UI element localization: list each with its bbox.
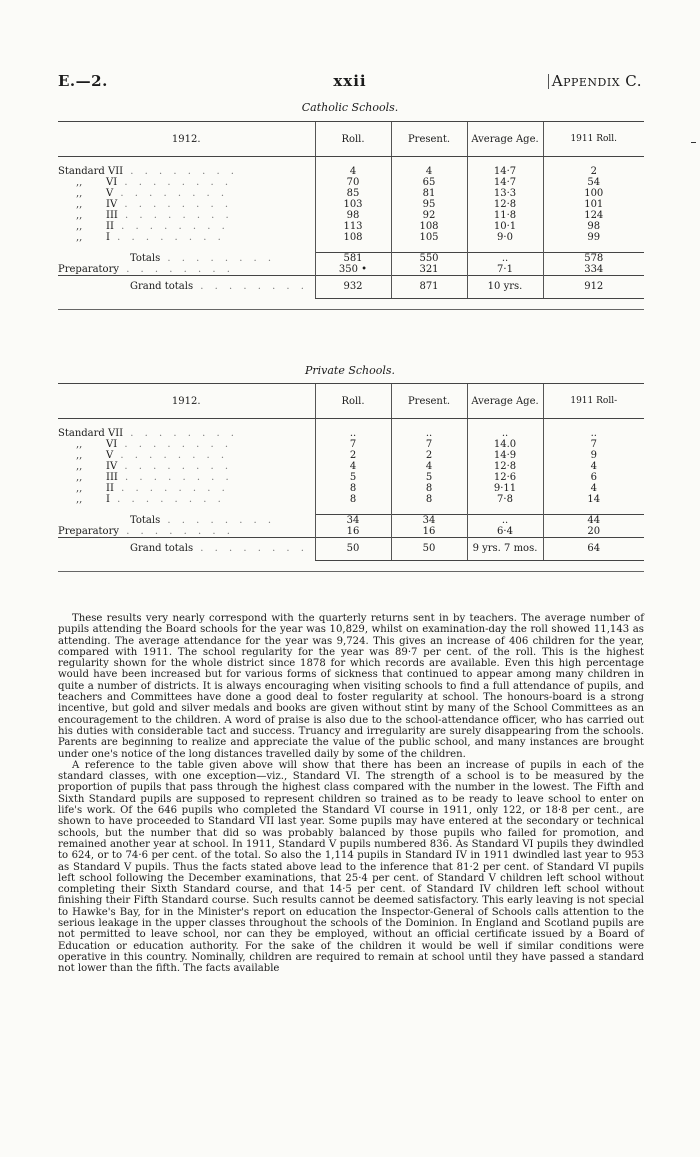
present-value: 2 — [391, 450, 467, 461]
row-label — [58, 526, 315, 538]
roll-value: 108 — [315, 232, 391, 243]
row-label — [58, 188, 315, 199]
ditto-mark: ,, — [76, 483, 83, 494]
table-row — [58, 166, 644, 177]
totals-row — [58, 253, 644, 265]
present-value: 65 — [391, 177, 467, 188]
table-row — [58, 483, 644, 494]
ditto-mark: ,, — [76, 177, 83, 188]
paragraph: A reference to the table given above will show that there has been an increase of pupils in each of the standard classes, with one exception—viz., Standard VI. The strength of a school is to be measured by the proportion of pupils that pass through the highest class compared with the number in the lowest. The Fifth and Sixth Standard pupils are supposed to represent children so trained as to be ready to leave school to enter on life's work. Of the 646 pupils who completed the Standard VI course in 1911, only 122, or 18·8 per cent., are shown to have proceeded to Standard VII last year. Some pupils may have entered at the secondary or technical schools, but the number that did so was probably balanced by those pupils who failed for promotion, and remained another year at school. In 1911, Standard V pupils numbered 836. As Standard VI pupils they dwindled to 624, or to 74·6 per cent. of the total. So also the 1,114 pupils in Standard IV in 1911 dwindled last year to 953 as Standard V pupils. Thus the facts stated above lead to the inference that 81·2 per cent. of Standard VI pupils left school following the December examinations, that 25·4 per cent. of Standard V children left school without completing their Sixth Standard course, and that 14·5 per cent. of Standard IV children left school without finishing their Fifth Standard course. Such results cannot be deemed satisfactory. This early leaving is not special to Hawke's Bay, for in the Minister's report on education the Inspector-General of Schools calls attention to the serious leakage in the upper classes throughout the schools of the Dominion. In England and Scotland pupils are not permitted to leave school, nor can they be employed, without an official certificate issued by a Board of Education or education authority. For the sake of the children it would be well if similar conditions were operative in this country. Nominally, children are required to remain at school until they have passed a standard not lower than the fifth. The facts available — [58, 759, 644, 975]
col-1911-header: 1911 Roll. — [543, 122, 644, 157]
row-label-text: III — [106, 472, 118, 483]
col-year-header: 1912. — [58, 384, 315, 419]
leader-dots: . . . . . . . . — [117, 472, 233, 483]
present-value: 81 — [391, 188, 467, 199]
row-label-text: Grand totals — [130, 543, 194, 555]
table-spacer — [58, 505, 644, 515]
page-number: xxii — [333, 72, 367, 90]
leader-dots: . . . . . . . . — [160, 514, 276, 526]
roll-1911-value: 2 — [543, 166, 644, 177]
col-present-header: Present. — [391, 384, 467, 419]
row-label-text: Standard VII — [58, 428, 124, 439]
roll-value: 581 — [315, 253, 391, 265]
leader-dots: . . . . . . . . — [109, 494, 225, 505]
table-spacer — [58, 561, 644, 572]
catholic-table-title: Catholic Schools. — [301, 101, 399, 114]
roll-1911-value: 101 — [543, 199, 644, 210]
row-label-text: Preparatory — [58, 264, 120, 275]
table-row — [58, 188, 644, 199]
row-label — [58, 428, 315, 439]
row-label-text: III — [106, 210, 118, 221]
roll-value: 8 — [315, 494, 391, 505]
roll-value: 932 — [315, 276, 391, 299]
leader-dots: . . . . . . . . — [160, 252, 276, 264]
table-spacer — [58, 299, 644, 310]
average-age-value: 10 yrs. — [467, 276, 543, 299]
present-value: 8 — [391, 494, 467, 505]
average-age-value: 13·3 — [467, 188, 543, 199]
col-age-header: Average Age. — [467, 384, 543, 419]
roll-value: 16 — [315, 526, 391, 538]
row-label — [58, 439, 315, 450]
row-label — [58, 177, 315, 188]
roll-value: 7 — [315, 439, 391, 450]
leader-dots: . . . . . . . . — [119, 264, 234, 275]
leader-dots: . . . . . . . . — [193, 543, 308, 555]
roll-value: 103 — [315, 199, 391, 210]
average-age-value: 7·1 — [467, 264, 543, 276]
leader-dots: . . . . . . . . — [117, 199, 233, 210]
leader-dots: . . . . . . . . — [113, 188, 229, 199]
ditto-mark: ,, — [76, 494, 83, 505]
average-age-value: 14·7 — [467, 177, 543, 188]
present-value: 34 — [391, 515, 467, 527]
roll-1911-value: 99 — [543, 232, 644, 243]
present-value: 4 — [391, 461, 467, 472]
leader-dots: . . . . . . . . — [123, 428, 238, 439]
page-header — [58, 72, 642, 92]
roll-1911-value: .. — [543, 428, 644, 439]
ditto-mark: ,, — [76, 472, 83, 483]
roll-1911-value: 4 — [543, 461, 644, 472]
table-row — [58, 199, 644, 210]
margin-mark — [691, 142, 696, 143]
row-label-text: V — [106, 450, 114, 461]
row-label — [58, 483, 315, 494]
row-label-text: Totals — [130, 514, 161, 526]
roll-1911-value: 912 — [543, 276, 644, 299]
row-label — [58, 276, 315, 299]
leader-dots: . . . . . . . . — [193, 281, 308, 293]
table-row — [58, 177, 644, 188]
row-label — [58, 210, 315, 221]
row-label — [58, 221, 315, 232]
row-label — [58, 199, 315, 210]
present-value: 321 — [391, 264, 467, 276]
row-label-text: VI — [106, 439, 118, 450]
leader-dots: . . . . . . . . — [117, 439, 233, 450]
table-row — [58, 439, 644, 450]
row-label-text: Grand totals — [130, 281, 194, 293]
average-age-value: 12·8 — [467, 461, 543, 472]
average-age-value: 10·1 — [467, 221, 543, 232]
ditto-mark: ,, — [76, 232, 83, 243]
average-age-value: 6·4 — [467, 526, 543, 538]
roll-value: 5 — [315, 472, 391, 483]
ditto-mark: ,, — [76, 199, 83, 210]
average-age-value: .. — [467, 253, 543, 265]
roll-1911-value: 14 — [543, 494, 644, 505]
table-row — [58, 461, 644, 472]
roll-1911-value: 4 — [543, 483, 644, 494]
col-age-header: Average Age. — [467, 122, 543, 157]
col-roll-header: Roll. — [315, 122, 391, 157]
present-value: .. — [391, 428, 467, 439]
ditto-mark: ,, — [76, 439, 83, 450]
average-age-value: 7·8 — [467, 494, 543, 505]
present-value: 108 — [391, 221, 467, 232]
roll-1911-value: 44 — [543, 515, 644, 527]
col-1911-header: 1911 Roll- — [543, 384, 644, 419]
ditto-mark: ,, — [76, 188, 83, 199]
roll-value: 70 — [315, 177, 391, 188]
leader-dots: . . . . . . . . — [109, 232, 225, 243]
row-label-text: Preparatory — [58, 526, 120, 537]
leader-dots: . . . . . . . . — [119, 526, 234, 537]
row-label — [58, 264, 315, 276]
row-label-text: I — [106, 232, 110, 243]
roll-value: 34 — [315, 515, 391, 527]
roll-value: 4 — [315, 166, 391, 177]
table-spacer — [58, 419, 644, 429]
roll-value: 50 — [315, 538, 391, 561]
leader-dots: . . . . . . . . — [113, 483, 229, 494]
grand-totals-row — [58, 538, 644, 561]
roll-1911-value: 334 — [543, 264, 644, 276]
row-label-text: IV — [106, 461, 118, 472]
row-label — [58, 253, 315, 265]
preparatory-row — [58, 264, 644, 276]
roll-1911-value: 20 — [543, 526, 644, 538]
row-label-text: Standard VII — [58, 166, 124, 177]
col-year-header: 1912. — [58, 122, 315, 157]
row-label — [58, 538, 315, 561]
grand-totals-row — [58, 276, 644, 299]
roll-1911-value: 7 — [543, 439, 644, 450]
present-value: 16 — [391, 526, 467, 538]
roll-value: 4 — [315, 461, 391, 472]
average-age-value: 14·7 — [467, 166, 543, 177]
leader-dots: . . . . . . . . — [123, 166, 238, 177]
document-code: E.—2. — [58, 72, 108, 90]
table-row — [58, 210, 644, 221]
ditto-mark: ,, — [76, 450, 83, 461]
ditto-mark: ,, — [76, 210, 83, 221]
present-value: 871 — [391, 276, 467, 299]
table-row — [58, 450, 644, 461]
present-value: 8 — [391, 483, 467, 494]
roll-1911-value: 578 — [543, 253, 644, 265]
present-value: 550 — [391, 253, 467, 265]
row-label-text: II — [106, 483, 114, 494]
roll-1911-value: 124 — [543, 210, 644, 221]
row-label — [58, 494, 315, 505]
table-row — [58, 232, 644, 243]
present-value: 95 — [391, 199, 467, 210]
appendix-label: Appendix C. — [551, 72, 642, 90]
roll-value: 113 — [315, 221, 391, 232]
leader-dots: . . . . . . . . — [113, 450, 229, 461]
ditto-mark: ,, — [76, 461, 83, 472]
average-age-value: 14.0 — [467, 439, 543, 450]
leader-dots: . . . . . . . . — [117, 177, 233, 188]
average-age-value: 9 yrs. 7 mos. — [467, 538, 543, 561]
leader-dots: . . . . . . . . — [117, 461, 233, 472]
roll-1911-value: 54 — [543, 177, 644, 188]
row-label-text: V — [106, 188, 114, 199]
average-age-value: .. — [467, 428, 543, 439]
present-value: 92 — [391, 210, 467, 221]
roll-value: .. — [315, 428, 391, 439]
roll-1911-value: 100 — [543, 188, 644, 199]
present-value: 5 — [391, 472, 467, 483]
roll-value: 8 — [315, 483, 391, 494]
average-age-value: 11·8 — [467, 210, 543, 221]
roll-1911-value: 9 — [543, 450, 644, 461]
preparatory-row — [58, 526, 644, 538]
present-value: 4 — [391, 166, 467, 177]
row-label-text: VI — [106, 177, 118, 188]
table-row — [58, 494, 644, 505]
ditto-mark: ,, — [76, 221, 83, 232]
table-header-row — [58, 384, 644, 419]
roll-1911-value: 98 — [543, 221, 644, 232]
row-label-text: II — [106, 221, 114, 232]
average-age-value: 12·8 — [467, 199, 543, 210]
leader-dots: . . . . . . . . — [113, 221, 229, 232]
average-age-value: .. — [467, 515, 543, 527]
roll-value: 350 • — [315, 264, 391, 276]
col-roll-header: Roll. — [315, 384, 391, 419]
roll-value: 85 — [315, 188, 391, 199]
row-label-text: Totals — [130, 252, 161, 264]
row-label — [58, 515, 315, 527]
row-label-text: I — [106, 494, 110, 505]
table-header-row — [58, 122, 644, 157]
table-row — [58, 472, 644, 483]
catholic-schools-table — [58, 121, 644, 310]
private-schools-table — [58, 383, 644, 572]
roll-value: 98 — [315, 210, 391, 221]
leader-dots: . . . . . . . . — [117, 210, 233, 221]
table-row — [58, 221, 644, 232]
average-age-value: 12·6 — [467, 472, 543, 483]
table-spacer — [58, 157, 644, 167]
table-row — [58, 428, 644, 439]
table-spacer — [58, 243, 644, 253]
row-label — [58, 232, 315, 243]
roll-1911-value: 6 — [543, 472, 644, 483]
roll-value: 2 — [315, 450, 391, 461]
row-label — [58, 461, 315, 472]
present-value: 105 — [391, 232, 467, 243]
paragraph: These results very nearly correspond with the quarterly returns sent in by teachers. The average number of pupils attending the Board schools for the year was 10,829, whilst on examination-day the roll showed 11,143 as attending. The average attendance for the year was 9,724. This gives an increase of 406 children for the year, compared with 1911. The school regularity for the year was 89·7 per cent. of the roll. This is the highest regularity shown for the whole district since 1878 for which records are available. Even this high percentage would have been increased but for various forms of sickness that continued to appear among many children in quite a number of districts. It is always encouraging when visiting schools to find a full attendance of pupils, and teachers and Committees have done a good deal to foster regularity at school. The honours-board is a strong incentive, but gold and silver medals and books are given without stint by many of the School Committees as an encouragement to the children. A word of praise is also due to the school-attendance officer, who has carried out his duties with considerable tact and success. Truancy and irregularity are surely disappearing from the schools. Parents are beginning to realize and appreciate the value of the public school, and many instances are brought under one's notice of the long distances travelled daily by some of the children. — [58, 613, 644, 760]
present-value: 50 — [391, 538, 467, 561]
average-age-value: 14·9 — [467, 450, 543, 461]
roll-1911-value: 64 — [543, 538, 644, 561]
average-age-value: 9·0 — [467, 232, 543, 243]
row-label-text: IV — [106, 199, 118, 210]
col-present-header: Present. — [391, 122, 467, 157]
body-text — [58, 613, 644, 975]
row-label — [58, 166, 315, 177]
average-age-value: 9·11 — [467, 483, 543, 494]
present-value: 7 — [391, 439, 467, 450]
row-label — [58, 450, 315, 461]
totals-row — [58, 515, 644, 527]
row-label — [58, 472, 315, 483]
private-table-title: Private Schools. — [304, 364, 396, 377]
